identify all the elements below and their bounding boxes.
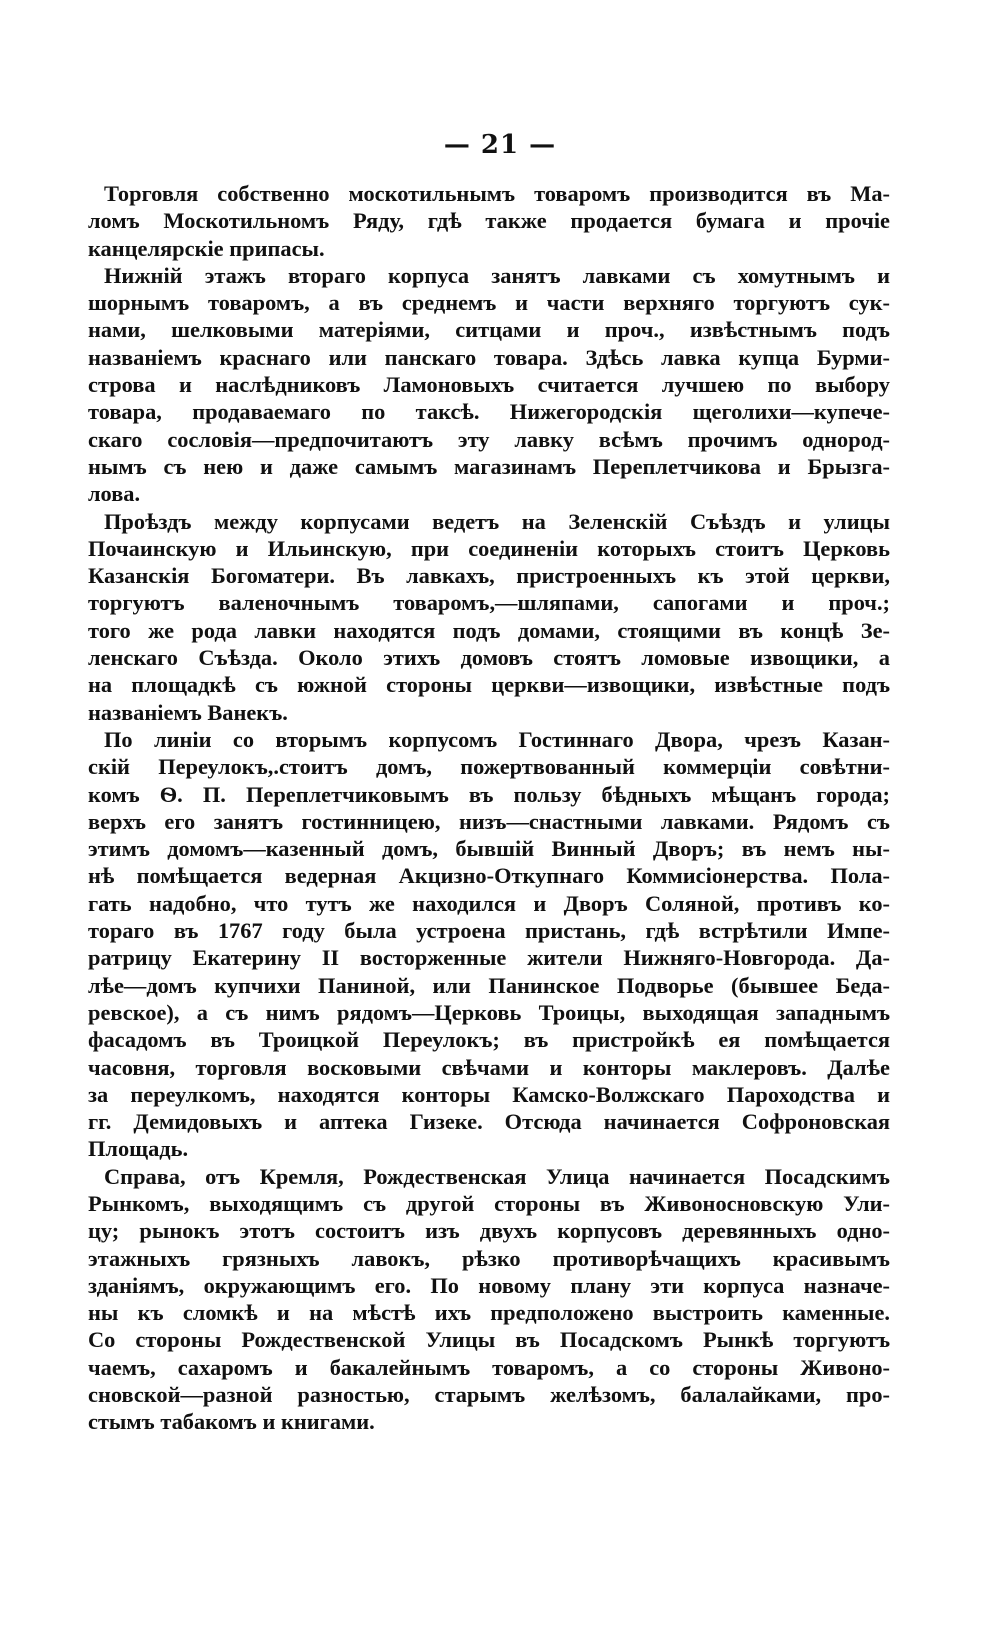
text-line: Торговля собственно москотильнымъ товаромъ производится въ Ма- xyxy=(104,181,890,206)
paragraph xyxy=(88,1163,890,1436)
text-line: товара, продаваемаго по таксѣ. Нижегородскія щеголихи—купече- xyxy=(88,399,890,425)
text-line: гг. Демидовыхъ и аптека Гизеке. Отсюда начинается Софроновская xyxy=(88,1109,890,1135)
text-line: нами, шелковыми матеріями, ситцами и проч., извѣстнымъ подъ xyxy=(88,317,890,343)
text-line: зданіямъ, окружающимъ его. По новому плану эти корпуса назначе- xyxy=(88,1272,890,1298)
text-line: этажныхъ грязныхъ лавокъ, рѣзко противорѣчащихъ красивымъ xyxy=(88,1245,890,1271)
text-line: верхъ его занятъ гостинницею, низъ—снастными лавками. Рядомъ съ xyxy=(88,808,890,834)
text-line: часовня, торговля восковыми свѣчами и конторы маклеровъ. Далѣе xyxy=(88,1054,890,1080)
text-line: Рынкомъ, выходящимъ съ другой стороны въ Живоносновскую Ули- xyxy=(88,1190,890,1216)
text-line: лова. xyxy=(88,481,141,507)
text-line: названіемъ краснаго или панскаго товара. Здѣсь лавка купца Бурми- xyxy=(88,344,890,370)
text-line: Справа, отъ Кремля, Рождественская Улица начинается Посадскимъ xyxy=(104,1163,890,1189)
text-line: комъ Ѳ. П. Переплетчиковымъ въ пользу бѣдныхъ мѣщанъ города; xyxy=(88,781,890,807)
text-line: скаго сословія—предпочитаютъ эту лавку всѣмъ прочимъ однород- xyxy=(88,426,890,452)
paragraph xyxy=(88,262,890,508)
paragraph xyxy=(88,726,890,1163)
text-line: Проѣздъ между корпусами ведетъ на Зеленскій Съѣздъ и улицы xyxy=(104,508,890,534)
text-line: ломъ Москотильномъ Ряду, гдѣ также продается бумага и прочіе xyxy=(88,208,890,234)
text-line: этимъ домомъ—казенный домъ, бывшій Винный Дворъ; въ немъ ны- xyxy=(88,836,890,862)
text-line: ратрицу Екатерину II восторженные жители Нижняго-Новгорода. Да- xyxy=(88,945,890,971)
text-line: ревское), а съ нимъ рядомъ—Церковь Троицы, выходящая западнымъ xyxy=(88,999,890,1025)
text-line: скій Переулокъ,.стоитъ домъ, пожертвованный коммерціи совѣтни- xyxy=(88,754,890,780)
text-line: шорнымъ товаромъ, а въ среднемъ и части верхняго торгуютъ сук- xyxy=(88,290,890,316)
text-line: сновской—разной разностью, старымъ желѣзомъ, балалайками, про- xyxy=(88,1382,890,1408)
paragraph xyxy=(88,180,890,262)
text-line: стымъ табакомъ и книгами. xyxy=(88,1409,375,1435)
text-line: канцелярскіе припасы. xyxy=(88,235,325,261)
text-line: Площадь. xyxy=(88,1136,189,1162)
text-line: ны къ сломкѣ и на мѣстѣ ихъ предположено выстроить каменные. xyxy=(88,1300,890,1326)
text-line: на площадкѣ съ южной стороны церкви—извощики, извѣстные подъ xyxy=(88,672,890,698)
paragraph xyxy=(88,508,890,726)
page-number: — 21 — xyxy=(443,130,557,160)
text-line: Со стороны Рождественской Улицы въ Посадскомъ Рынкѣ торгуютъ xyxy=(88,1327,890,1353)
text-line: названіемъ Ванекъ. xyxy=(88,699,288,725)
text-line: лѣе—домъ купчихи Паниной, или Панинское Подворье (бывшее Беда- xyxy=(88,972,890,998)
text-line: того же рода лавки находятся подъ домами, стоящими въ концѣ Зе- xyxy=(88,617,890,643)
text-line: По линіи со вторымъ корпусомъ Гостиннаго Двора, чрезъ Казан- xyxy=(104,726,890,752)
text-line: нымъ съ нею и даже самымъ магазинамъ Переплетчикова и Брызга- xyxy=(88,453,890,479)
text-line: ленскаго Съѣзда. Около этихъ домовъ стоятъ ломовые извощики, а xyxy=(88,645,890,671)
text-line: тораго въ 1767 году была устроена пристань, гдѣ встрѣтили Импе- xyxy=(88,918,890,944)
text-line: Казанскія Богоматери. Въ лавкахъ, пристроенныхъ къ этой церкви, xyxy=(88,563,890,589)
text-line: Почаинскую и Ильинскую, при соединеніи которыхъ стоитъ Церковь xyxy=(88,535,890,561)
text-line: строва и наслѣдниковъ Ламоновыхъ считается лучшею по выбору xyxy=(88,372,890,398)
page-text xyxy=(88,180,890,1436)
text-line: цу; рынокъ этотъ состоитъ изъ двухъ корпусовъ деревянныхъ одно- xyxy=(88,1218,890,1244)
text-line: фасадомъ въ Троицкой Переулокъ; въ пристройкѣ ея помѣщается xyxy=(88,1027,890,1053)
text-line: нѣ помѣщается ведерная Акцизно-Откупнаго Коммисіонерства. Пола- xyxy=(88,863,890,889)
text-line: за переулкомъ, находятся конторы Камско-Волжскаго Пароходства и xyxy=(88,1081,890,1107)
text-line: чаемъ, сахаромъ и бакалейнымъ товаромъ, а со стороны Живоно- xyxy=(88,1354,890,1380)
text-line: гать надобно, что тутъ же находился и Дворъ Соляной, противъ ко- xyxy=(88,890,890,916)
text-line: торгуютъ валеночнымъ товаромъ,—шляпами, сапогами и проч.; xyxy=(88,590,890,616)
text-line: Нижній этажъ втораго корпуса занятъ лавками съ хомутнымъ и xyxy=(104,262,890,288)
